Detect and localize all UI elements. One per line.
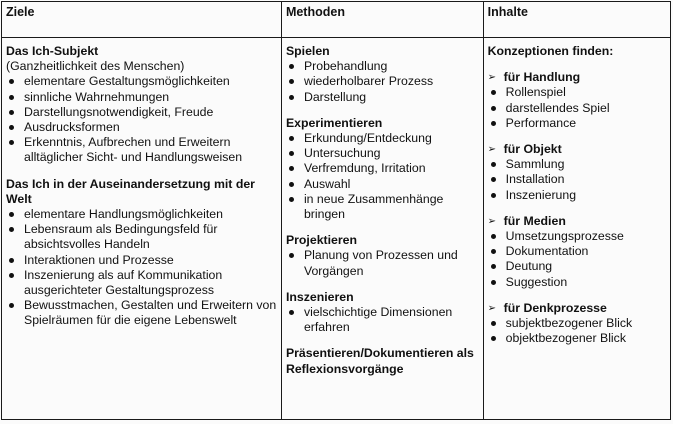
list-item: Interaktionen und Prozesse xyxy=(6,253,277,268)
methoden-projektieren-list xyxy=(286,248,479,278)
inhalte-handlung-list xyxy=(488,85,666,131)
header-methoden: Methoden xyxy=(281,2,483,38)
list-item: elementare Gestaltungsmöglichkeiten xyxy=(6,74,277,89)
methoden-inszenieren-list xyxy=(286,305,479,335)
list-item: Verfremdung, Irritation xyxy=(286,161,479,176)
ziele-section2-title: Das Ich in der Auseinandersetzung mit der Welt xyxy=(6,176,255,206)
header-inhalte: Inhalte xyxy=(483,2,670,38)
inhalte-group-medien xyxy=(488,214,666,229)
list-item: Umsetzungsprozesse xyxy=(488,229,666,244)
list-item: darstellendes Spiel xyxy=(488,101,666,116)
list-item: Probehandlung xyxy=(286,59,479,74)
arrow-bullet-icon: ➢ xyxy=(487,72,497,84)
list-item: Darstellung xyxy=(286,90,479,105)
group-title: für Objekt xyxy=(503,142,562,157)
ziele-cell xyxy=(2,38,282,420)
list-item: Lebensraum als Bedingungsfeld für absichtsvolles Handeln xyxy=(6,222,277,252)
inhalte-cell xyxy=(483,38,670,420)
ziele-section1-list xyxy=(6,74,277,165)
list-item: elementare Handlungsmöglichkeiten xyxy=(6,207,277,222)
methoden-spielen-title: Spielen xyxy=(285,44,330,58)
methoden-inszenieren-title: Inszenieren xyxy=(285,289,354,304)
list-item: Auswahl xyxy=(286,177,479,192)
arrow-bullet-icon: ➢ xyxy=(487,302,497,314)
list-item: Dokumentation xyxy=(488,244,666,259)
inhalte-group-objekt xyxy=(488,142,666,157)
group-title: für Medien xyxy=(503,213,566,228)
ziele-section2-list xyxy=(6,207,277,329)
inhalte-group-denkprozesse xyxy=(488,301,666,316)
inhalte-title: Konzeptionen finden: xyxy=(487,44,614,58)
list-item: Installation xyxy=(488,172,666,187)
body-row xyxy=(2,38,671,420)
list-item: Suggestion xyxy=(488,275,666,290)
ziele-section1-title: Das Ich-Subjekt xyxy=(6,44,99,58)
methoden-experimentieren-title: Experimentieren xyxy=(285,115,383,130)
list-item: in neue Zusammenhänge bringen xyxy=(286,192,479,222)
content-table xyxy=(1,1,671,420)
inhalte-group-handlung xyxy=(488,70,666,85)
group-title: für Denkprozesse xyxy=(503,300,607,315)
methoden-spielen-list xyxy=(286,59,479,105)
list-item: Deutung xyxy=(488,259,666,274)
list-item: Erkenntnis, Aufbrechen und Erweitern alltäglicher Sicht- und Handlungsweisen xyxy=(6,135,277,165)
inhalte-medien-list xyxy=(488,229,666,290)
list-item: Ausdrucksformen xyxy=(6,120,277,135)
methoden-experimentieren-list xyxy=(286,131,479,222)
inhalte-objekt-list xyxy=(488,157,666,203)
list-item: Untersuchung xyxy=(286,146,479,161)
list-item: wiederholbarer Prozess xyxy=(286,74,479,89)
group-title: für Handlung xyxy=(503,70,581,85)
list-item: objektbezogener Blick xyxy=(488,331,666,346)
header-ziele: Ziele xyxy=(2,2,282,38)
list-item: Darstellungsnotwendigkeit, Freude xyxy=(6,105,277,120)
inhalte-denkprozesse-list xyxy=(488,316,666,346)
arrow-bullet-icon: ➢ xyxy=(487,144,497,156)
arrow-bullet-icon: ➢ xyxy=(487,215,497,227)
ziele-section1-subtitle: (Ganzheitlichkeit des Menschen) xyxy=(6,59,185,74)
list-item: Planung von Prozessen und Vorgängen xyxy=(286,248,479,278)
list-item: vielschichtige Dimensionen erfahren xyxy=(286,305,479,335)
list-item: Inszenierung als auf Kommunikation ausgerichteter Gestaltungsprozess xyxy=(6,268,277,298)
list-item: Sammlung xyxy=(488,157,666,172)
methoden-praesentieren-title: Präsentieren/Dokumentieren als Reflexionsvorgänge xyxy=(285,346,474,376)
methoden-cell xyxy=(281,38,483,420)
list-item: subjektbezogener Blick xyxy=(488,316,666,331)
methoden-projektieren-title: Projektieren xyxy=(285,233,358,248)
list-item: Inszenierung xyxy=(488,188,666,203)
list-item: sinnliche Wahrnehmungen xyxy=(6,90,277,105)
header-row xyxy=(2,2,671,38)
list-item: Bewusstmachen, Gestalten und Erweitern von Spielräumen für die eigene Lebenswelt xyxy=(6,298,277,328)
list-item: Erkundung/Entdeckung xyxy=(286,131,479,146)
list-item: Rollenspiel xyxy=(488,85,666,100)
list-item: Performance xyxy=(488,116,666,131)
